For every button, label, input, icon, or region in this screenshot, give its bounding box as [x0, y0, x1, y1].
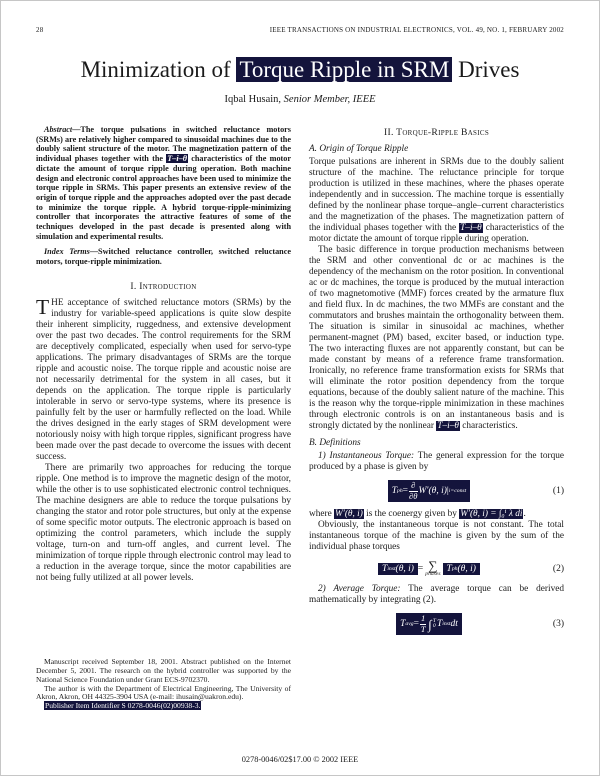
eq3-integral: [428, 618, 436, 631]
equation-2-number: (2): [552, 563, 564, 574]
intro-lead-caps: HE: [51, 297, 64, 308]
paper-title: [28, 56, 572, 83]
author-name: Iqbal Husain: [224, 94, 279, 105]
definition-2-text: The average torque can be derived mathematically by integrating (2).: [309, 584, 564, 606]
eq2-lhs: T: [382, 563, 388, 574]
equation-1: [309, 480, 564, 502]
eq2-rhs-highlight: [443, 563, 480, 575]
equation-3: [309, 613, 564, 635]
where-text-2: is the coenergy given by: [363, 508, 460, 519]
eq1-coenergy-term: W′(θ, i): [418, 485, 447, 496]
eq2-lhs-args: (θ, i): [395, 563, 414, 574]
eq1-eval-bar: |: [446, 485, 449, 496]
index-terms-text: Switched reluctance controller, switched reluctance motors, torque-ripple minimization.: [36, 247, 292, 267]
eq3-lhs: T: [400, 619, 406, 630]
abstract-text-1: The torque pulsations in switched reluctance motors (SRMs) are relatively higher compared to sinusoidal machines due to the doubly salient structure of the motor. The magnetization pattern of the individual phases together with the: [36, 125, 291, 164]
abstract-label: Abstract—: [44, 125, 81, 134]
section-2-heading: II. Torque-Ripple Basics: [383, 127, 490, 138]
eq1-frac-denominator: ∂θ: [409, 490, 418, 501]
eq1-lhs: T: [391, 485, 397, 496]
eq1-frac-numerator: ∂: [409, 481, 417, 492]
eq1-partial-fraction: [409, 481, 417, 501]
equation-2: [309, 557, 564, 578]
eq3-differential: dt: [450, 619, 458, 630]
eq1-eval-condition: i=const: [448, 487, 467, 494]
equation-1-body: [309, 480, 549, 502]
origin-p1-text-2: characteristics of the motor dictate the amount of torque ripple during operation.: [309, 223, 564, 244]
eq3-integrand: T: [436, 619, 443, 630]
eq3-frac-numerator: 1: [420, 613, 426, 624]
equation-3-body: [309, 613, 549, 635]
definition-1-paragraph: [309, 451, 564, 473]
intro-paragraph-1-text: acceptance of switched reluctance motors (SRMs) by the industry for variable-speed applications is quite slow despite their inherent simplicity, ruggedness, and extensive development over the past two decades. The control requirements for the SRM are deceptively complicated, especially when used for servo-type applications. The primary disadvantages of SRMs are the torque ripple and acoustic noise. The torque ripple and acoustic noise are not necessarily detrimental for the system in all cases, but it depends on the application. The torque ripple is particularly intolerable in servo or servo-type systems, where its presence is painfully felt by the user or harmfully reflected on the load. While the drives designed in the early stages of SRM development were notoriously noisy with high torque ripples, significant progress have been made over the past decade to overcome the issues with decent success.: [36, 297, 291, 462]
two-column-body: [0, 125, 600, 737]
where-math-1: W′(θ, i): [335, 508, 363, 519]
journal-header: IEEE TRANSACTIONS ON INDUSTRIAL ELECTRONICS, VOL. 49, NO. 1, FEBRUARY 2002: [269, 26, 564, 34]
subsection-b-heading: B. Definitions: [309, 438, 361, 448]
abstract-paragraph: [36, 125, 291, 241]
index-terms-label: Index Terms—: [44, 247, 99, 257]
footnote-block: [36, 658, 291, 711]
eq1-equals: =: [402, 485, 409, 496]
integral-limits: [433, 619, 436, 630]
footnote-identifier-highlight: Publisher Item Identifier S 0278-0046(02)00938-3.: [45, 701, 201, 711]
eq2-rhs-sub: ph: [451, 565, 458, 572]
intro-paragraph-2: There are primarily two approaches for reducing the torque ripple. One method is to improve the magnetic design of the motor, while the other is to use sophisticated electronic control techniques. The machine designers are able to reduce the torque pulsations by changing the stator and rotor pole structures, but only at the expense of some specific motor outputs. The electronic approach is based on optimizing the control parameters, which include the supply voltage, turn-on and turn-off angles, and current level. The minimization of torque ripple through electronic control may lead to a reduction in the average torque, since the motor capabilities are not being fully utilized at all power levels.: [36, 462, 291, 583]
author-membership: , Senior Member, IEEE: [278, 94, 376, 105]
eq3-frac-denominator: T: [420, 623, 426, 634]
left-column: [36, 125, 291, 737]
origin-p2-text-2: characteristics.: [459, 421, 518, 431]
right-column: [309, 125, 564, 737]
index-terms-paragraph: [36, 247, 291, 266]
eq1-lhs-sub: ph: [396, 487, 403, 494]
eq2-summation: [425, 557, 441, 578]
drop-cap: T: [36, 294, 50, 319]
where-text-1: where: [309, 508, 335, 519]
definition-2-paragraph: [309, 584, 564, 606]
abstract-text-2: characteristics of the motor dictate the amount of torque ripple during operation. Both machine design and electronic control approaches have been used to minimize the torque ripple in SRMs. This paper presents an extensive review of the origin of torque ripple and the approaches adopted over the past decade to minimize the torque ripple. A hybrid torque-ripple-minimizing controller that incorporates the attractive features of some of the techniques developed in the past decade is presented along with simulation and experimental results.: [36, 154, 291, 241]
equation-1-highlight: [388, 480, 471, 502]
definition-1-label: 1) Instantaneous Torque:: [318, 451, 415, 461]
origin-p2-math-highlight: T–i–θ: [437, 421, 459, 431]
origin-p1-math-highlight: T–i–θ: [460, 223, 482, 233]
equation-2-body: [309, 557, 549, 578]
title-highlighted-text: Torque Ripple in SRM: [236, 57, 452, 82]
integral-lower-limit: 0: [432, 623, 436, 630]
section-1-heading: I. Introduction: [130, 280, 197, 292]
integral-upper-limit: T: [432, 617, 436, 624]
running-header: [0, 0, 600, 34]
equation-3-highlight: [396, 613, 462, 635]
eq3-fraction: [420, 614, 426, 634]
equation-3-number: (3): [552, 619, 564, 630]
subsection-a-heading: A. Origin of Torque Ripple: [309, 144, 409, 154]
eq3-lhs-sub: avg: [405, 621, 414, 628]
byline: [0, 94, 600, 105]
origin-paragraph-2: [309, 245, 564, 432]
where-clause: [309, 509, 564, 520]
intro-paragraph-1: [36, 294, 291, 463]
eq2-rhs: T: [446, 563, 452, 574]
where-text-3: .: [523, 508, 526, 519]
eq2-equals: =: [417, 563, 424, 574]
origin-p2-text-1: The basic difference in torque production mechanisms between the SRM and other conventional dc or ac machines is the dependency of the mechanism on the rotor position. In conventional ac or dc machines, the torque is produced by the mutual interaction of two magnetomotive (MMF) forces created by the armature flux and field flux. In dc machines, the two MMFs are constant and the commutators and brushes maintain the orthogonality between them. The situation is similar in sinusoidal ac machines, whether permanent-magnet (PM) based, exciter based, or induction type. The two interacting fluxes are not apparently constant, but can be made constant by means of a reference frame transformation. Ironically, no reference frame transformation exists for SRMs that will eliminate the rotor position dependency from the torque equations, because of the doubly salient nature of the machine. This is the reason why the torque-ripple minimization in these machines through electronic controls is on an instantaneous basis and is strongly dictated by the nonlinear: [309, 245, 564, 431]
equation-1-number: (1): [552, 485, 564, 496]
eq2-lhs-highlight: [378, 563, 418, 575]
footnote-affiliation: The author is with the Department of Electrical Engineering, The University of Akron, Akron, OH 44325-3904 USA (e-mail: ihusain@uakron.edu).: [36, 683, 291, 702]
eq3-equals: =: [413, 619, 419, 630]
page-number: 28: [36, 26, 44, 34]
title-pre: Minimization of: [80, 57, 237, 82]
title-post: Drives: [452, 57, 520, 82]
sigma-symbol: ∑: [428, 557, 438, 573]
total-torque-paragraph: Obviously, the instantaneous torque is not constant. The total instantaneous torque of the machine is given by the sum of the individual phase torques: [309, 519, 564, 552]
footnote-identifier: [36, 702, 291, 711]
origin-paragraph-1: [309, 157, 564, 245]
where-math-2: W′(θ, i) = ∫₀ⁱ λ di: [460, 508, 523, 519]
origin-p1-text-1: Torque pulsations are inherent in SRMs due to the doubly salient structure of the machine. The reluctance principle for torque production is utilized in these machines, where the phases operate independently and in succession. The machine torque is essentially defined by the nonlinear phase torque–angle–current characteristics and the magnetization of the phases. The magnetization pattern of the individual phases together with the: [309, 157, 564, 233]
copyright-footer: 0278-0046/02$17.00 © 2002 IEEE: [241, 755, 359, 764]
sigma-subscript: phases: [425, 570, 441, 577]
footnote-manuscript: Manuscript received September 18, 2001. Abstract published on the Internet December 5, 2001. The research on the hybrid controller was supported by the National Science Foundation under Grant ECS-9702370.: [36, 657, 291, 684]
definition-1-text: The general expression for the torque produced by a phase is given by: [309, 451, 564, 472]
eq3-integrand-sub: inst: [442, 621, 451, 628]
eq2-lhs-sub: inst: [387, 565, 396, 572]
integral-symbol: ∫: [428, 616, 432, 632]
eq2-rhs-args: (θ, i): [457, 563, 476, 574]
abstract-math-highlight: T–i–θ: [167, 154, 187, 164]
definition-2-label: 2) Average Torque:: [318, 584, 401, 595]
